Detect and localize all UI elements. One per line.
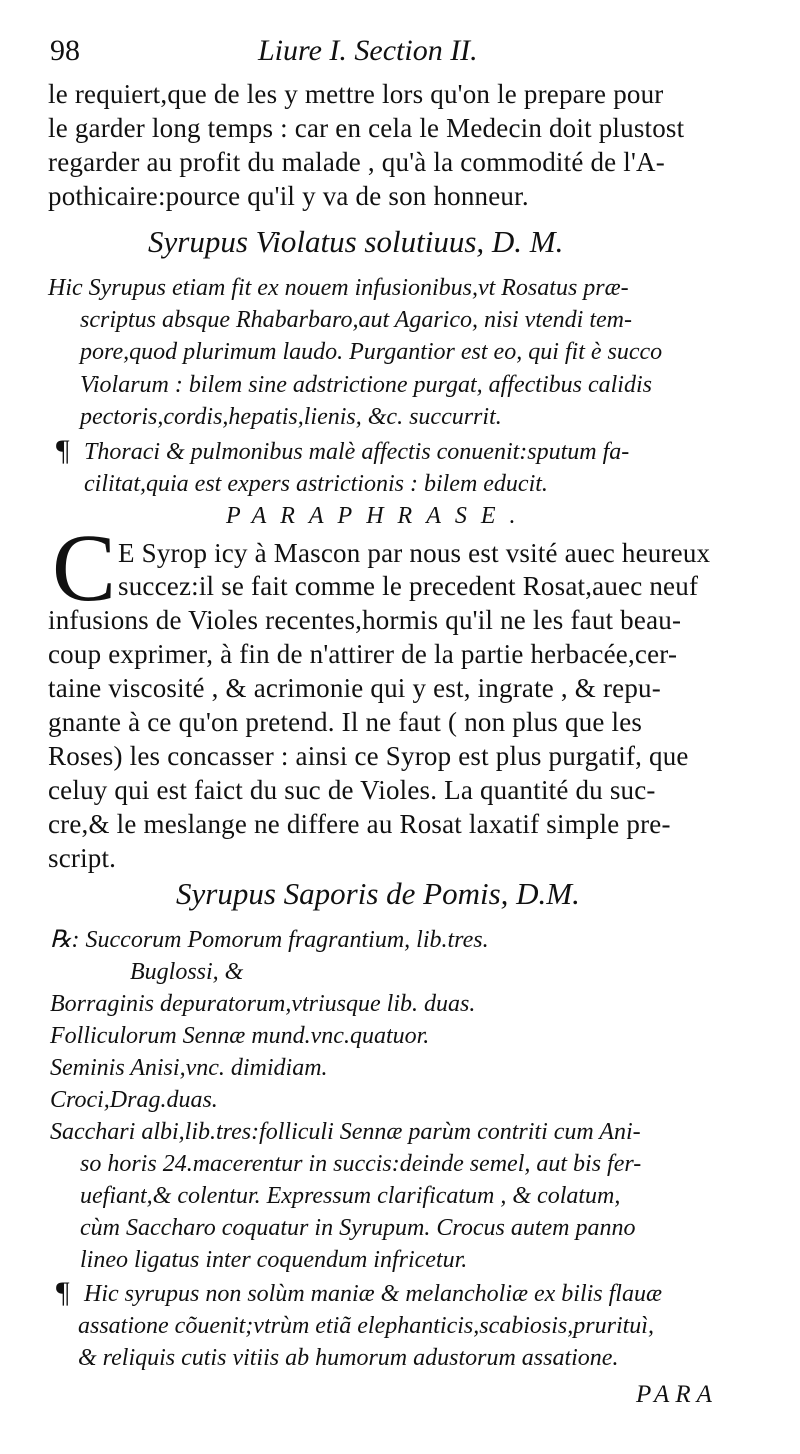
text-line: cre,& le meslange ne differe au Rosat laxatif simple pre-: [48, 809, 671, 839]
recipe-line: Sacchari albi,lib.tres:folliculi Sennæ parùm contriti cum Ani-: [50, 1119, 641, 1145]
text-line: pothicaire:pource qu'il y va de son honneur.: [48, 181, 529, 211]
text-line: taine viscosité , & acrimonie qui y est, ingrate , & repu-: [48, 673, 661, 703]
section-heading: Syrupus Violatus solutiuus, D. M.: [148, 224, 564, 259]
latin-line: Hic Syrupus etiam fit ex nouem infusionibus,vt Rosatus præ-: [48, 275, 629, 301]
recipe-line: cùm Saccharo coquatur in Syrupum. Crocus autem panno: [80, 1215, 636, 1241]
text-line: Roses) les concasser : ainsi ce Syrop est plus purgatif, que: [48, 741, 689, 771]
recipe-line: Seminis Anisi,vnc. dimidiam.: [50, 1055, 328, 1081]
text-line: le requiert,que de les y mettre lors qu'on le prepare pour: [48, 79, 664, 109]
pilcrow-mark: ¶: [56, 1276, 70, 1309]
recipe-line: Borraginis depuratorum,vtriusque lib. duas.: [50, 991, 476, 1017]
text-line: regarder au profit du malade , qu'à la commodité de l'A-: [48, 147, 665, 177]
pilcrow-mark: ¶: [56, 434, 70, 467]
text-line: script.: [48, 843, 117, 873]
recipe-line: Croci,Drag.duas.: [50, 1087, 218, 1113]
paraphrase-heading: PARAPHRASE.: [226, 503, 530, 529]
latin-line: cilitat,quia est expers astrictionis : bilem educit.: [84, 471, 548, 497]
text-line: gnante à ce qu'on pretend. Il ne faut ( non plus que les: [48, 707, 643, 737]
section-heading: Syrupus Saporis de Pomis, D.M.: [176, 876, 580, 911]
recipe-line: ℞: Succorum Pomorum fragrantium, lib.tres.: [50, 927, 489, 953]
latin-line: Hic syrupus non solùm maniæ & melancholiæ ex bilis flauæ: [84, 1281, 662, 1307]
latin-line: assatione cõuenit;vtrùm etiã elephanticis,scabiosis,prurituì,: [78, 1313, 654, 1339]
text-line: E Syrop icy à Mascon par nous est vsité auec heureux: [118, 538, 711, 568]
catchword: PARA: [636, 1381, 718, 1408]
latin-line: & reliquis cutis vitiis ab humorum adustorum assatione.: [78, 1345, 619, 1371]
text-line: coup exprimer, à fin de n'attirer de la partie herbacée,cer-: [48, 639, 678, 669]
recipe-line: so horis 24.macerentur in succis:deinde semel, aut bis fer-: [80, 1151, 642, 1177]
text-line: succez:il se fait comme le precedent Rosat,auec neuf: [118, 571, 699, 601]
latin-line: Thoraci & pulmonibus malè affectis conuenit:sputum fa-: [84, 439, 630, 465]
latin-line: scriptus absque Rhabarbaro,aut Agarico, nisi vtendi tem-: [80, 307, 632, 333]
text-line: celuy qui est faict du suc de Violes. La quantité du suc-: [48, 775, 656, 805]
recipe-line: uefiant,& colentur. Expressum clarificatum , & colatum,: [80, 1183, 621, 1209]
latin-line: pectoris,cordis,hepatis,lienis, &c. succurrit.: [80, 404, 502, 430]
drop-cap: C: [52, 514, 117, 621]
text-line: infusions de Violes recentes,hormis qu'il ne les faut beau-: [48, 605, 682, 635]
recipe-line: Folliculorum Sennæ mund.vnc.quatuor.: [50, 1023, 430, 1049]
folio-number: 98: [50, 34, 80, 67]
latin-line: Violarum : bilem sine adstrictione purgat, affectibus calidis: [80, 372, 652, 398]
latin-line: pore,quod plurimum laudo. Purgantior est eo, qui fit è succo: [80, 339, 663, 365]
recipe-line: Buglossi, &: [130, 959, 244, 985]
text-line: le garder long temps : car en cela le Medecin doit plustost: [48, 113, 685, 143]
recipe-line: lineo ligatus inter coquendum infricetur.: [80, 1247, 468, 1273]
running-title: Liure I. Section II.: [258, 34, 478, 67]
